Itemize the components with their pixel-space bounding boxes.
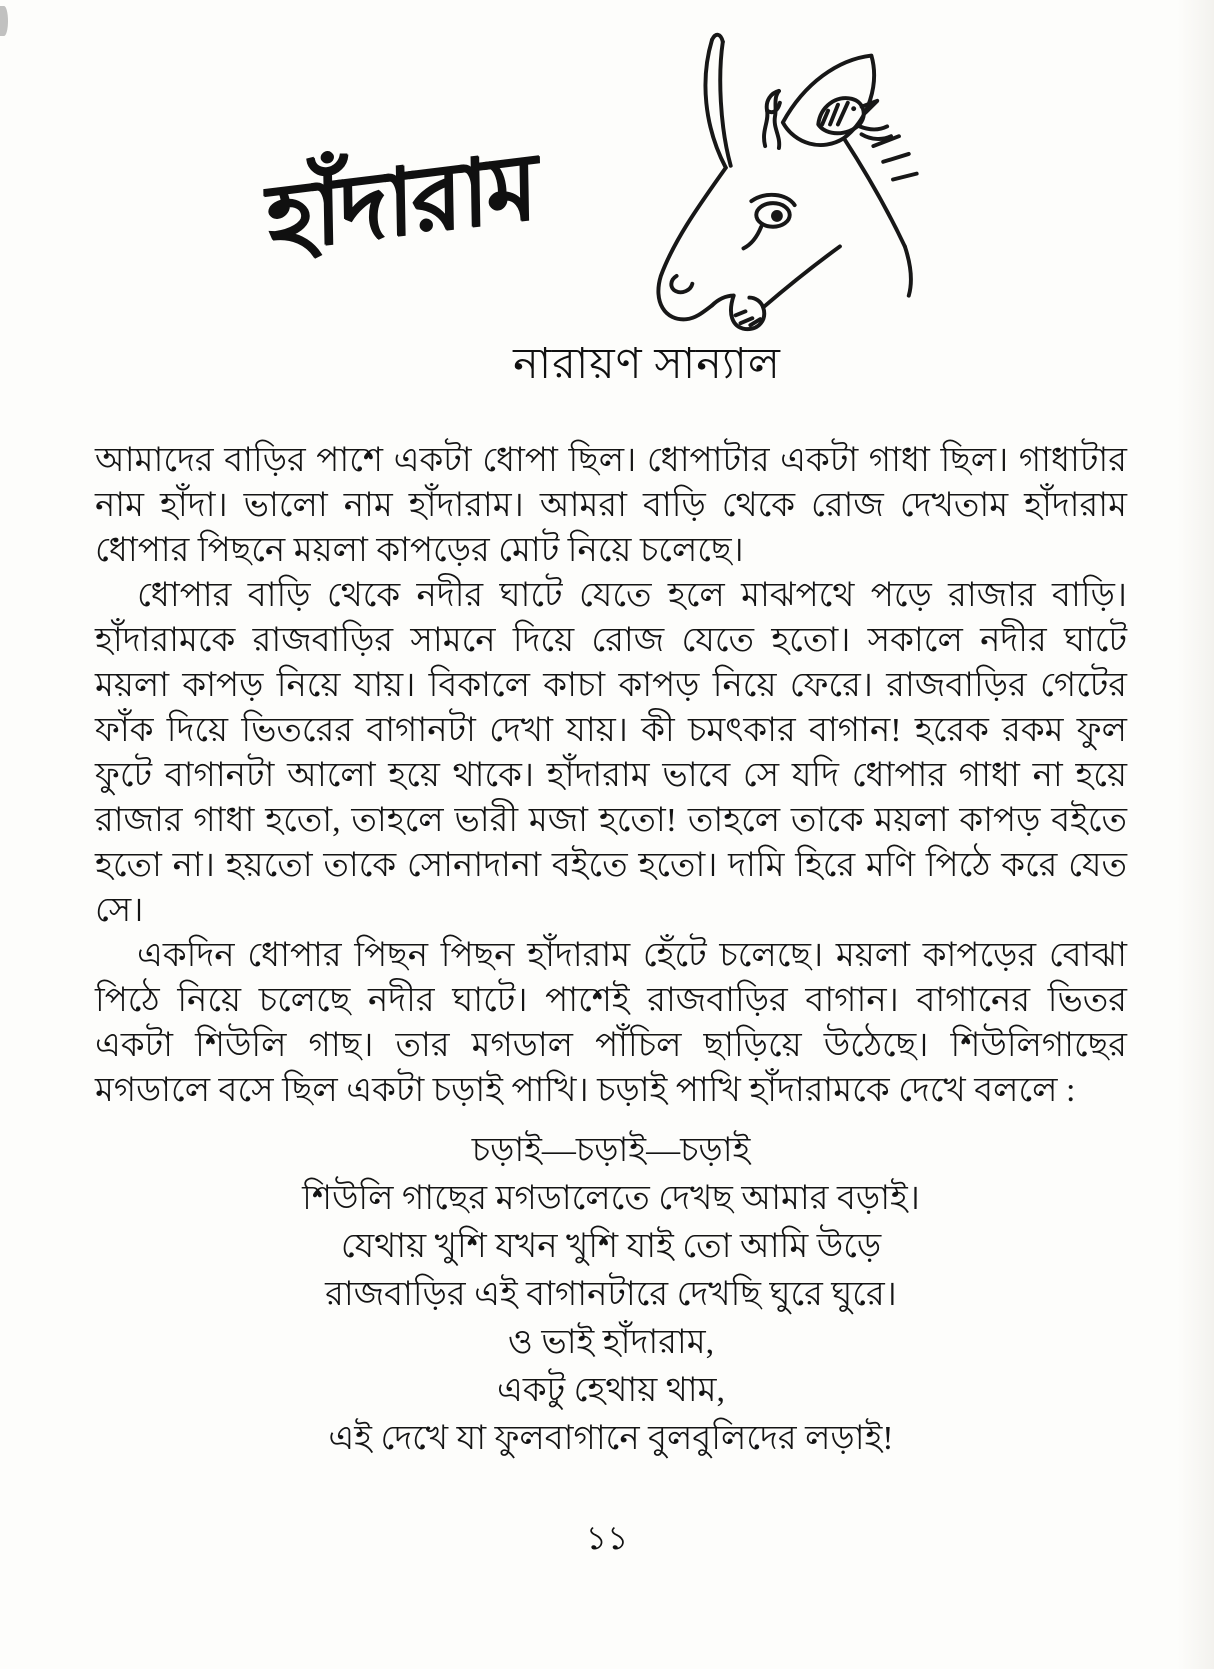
- paragraph-3: একদিন ধোপার পিছন পিছন হাঁদারাম হেঁটে চলেছে। ময়লা কাপড়ের বোঝা পিঠে নিয়ে চলেছে নদীর ঘাটে। পাশেই রাজবাড়ির বাগান। বাগানের ভিতর একটা শিউলি গাছ। তার মগডাল পাঁচিল ছাড়িয়ে উঠেছে। শিউলিগাছের মগডালে বসে ছিল একটা চড়াই পাখি। চড়াই পাখি হাঁদারামকে দেখে বললে :: [95, 937, 1127, 1109]
- poem-line: শিউলি গাছের মগডালেতে দেখছ আমার বড়াই।: [302, 1180, 920, 1217]
- donkey-head-with-bird-icon: [618, 28, 928, 333]
- donkey-illustration: [618, 28, 928, 333]
- story-text: [95, 438, 1127, 1463]
- poem-line: একটু হেথায় থাম,: [497, 1372, 725, 1409]
- poem-line: চড়াই—চড়াই—চড়াই: [471, 1132, 751, 1169]
- poem-line: এই দেখে যা ফুলবাগানে বুলবুলিদের লড়াই!: [328, 1420, 894, 1457]
- page-number: ১১: [585, 1521, 629, 1557]
- paragraph-1: আমাদের বাড়ির পাশে একটা ধোপা ছিল। ধোপাটার একটা গাধা ছিল। গাধাটার নাম হাঁদা। ভালো নাম হাঁদারাম। আমরা বাড়ি থেকে রোজ দেখতাম হাঁদারাম ধোপার পিছনে ময়লা কাপড়ের মোট নিয়ে চলেছে।: [95, 442, 1127, 569]
- poem-line: যেথায় খুশি যখন খুশি যাই তো আমি উড়ে: [340, 1228, 882, 1265]
- poem-line: রাজবাড়ির এই বাগানটারে দেখছি ঘুরে ঘুরে।: [325, 1276, 897, 1313]
- sparrow-poem: [95, 1127, 1127, 1463]
- scan-artifact: [0, 6, 8, 36]
- author-name: নারায়ণ সান্যাল: [513, 341, 781, 388]
- poem-line: ও ভাই হাঁদারাম,: [507, 1324, 715, 1361]
- story-title-calligraphy: হাঁদারাম: [265, 134, 536, 271]
- paragraph-2: ধোপার বাড়ি থেকে নদীর ঘাটে যেতে হলে মাঝপথে পড়ে রাজার বাড়ি। হাঁদারামকে রাজবাড়ির সামনে দিয়ে রোজ যেতে হতো। সকালে নদীর ঘাটে ময়লা কাপড় নিয়ে যায়। বিকালে কাচা কাপড় নিয়ে ফেরে। রাজবাড়ির গেটের ফাঁক দিয়ে ভিতরের বাগানটা দেখা যায়। কী চমৎকার বাগান! হরেক রকম ফুল ফুটে বাগানটা আলো হয়ে থাকে। হাঁদারাম ভাবে সে যদি ধোপার গাধা না হয়ে রাজার গাধা হতো, তাহলে ভারী মজা হতো! তাহলে তাকে ময়লা কাপড় বইতে হতো না। হয়তো তাকে সোনাদানা বইতে হতো। দামি হিরে মণি পিঠে করে যেত সে।: [95, 577, 1127, 929]
